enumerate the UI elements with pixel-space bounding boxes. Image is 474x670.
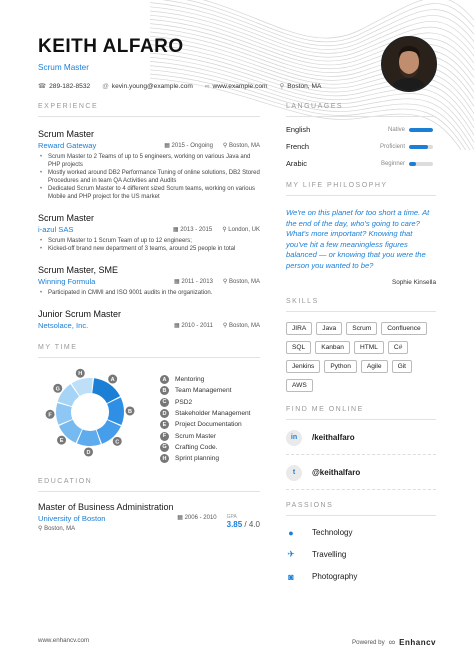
language-row [286, 125, 436, 134]
job-bullets [38, 289, 260, 297]
language-row [286, 159, 436, 168]
gpa-label: GPA [226, 514, 237, 521]
slice-letter: D [86, 449, 91, 456]
passions-section [286, 502, 436, 582]
legend-letter: B [160, 386, 169, 395]
philosophy-section [286, 182, 436, 286]
job-location: London, UK [228, 227, 260, 233]
legend-item [160, 408, 251, 419]
location-icon: ⚲ Boston, MA [222, 143, 260, 149]
calendar-icon: ▦ 2011 - 2013 [173, 279, 213, 285]
divider [286, 515, 436, 516]
contact-item [205, 82, 268, 90]
skill-tag: Confluence [381, 322, 426, 335]
job-meta [173, 226, 260, 233]
section-title-languages: LANGUAGES [286, 103, 344, 110]
slice-letter: A [110, 377, 115, 384]
passion-item [286, 550, 436, 560]
slice-letter: F [48, 412, 52, 419]
language-name: English [286, 125, 311, 134]
language-level: Native [387, 126, 405, 133]
slice-letter: C [115, 439, 120, 446]
my-time-section [38, 344, 260, 464]
job-bullets [38, 237, 260, 253]
legend-item [160, 419, 251, 430]
company-name: i-azul SAS [38, 225, 74, 234]
job-entry-title: Junior Scrum Master [38, 309, 122, 319]
legend-item [160, 430, 251, 441]
contact-text: 289-182-8532 [49, 82, 91, 90]
bullet-item: • Mostly worked around DB2 Performance Tuning of online solutions, DB2 Stored Procedures and in team QA Activities and Audits [48, 169, 260, 185]
legend-letter: G [160, 443, 169, 452]
job-meta [174, 278, 260, 285]
calendar-icon: ▦ 2010 - 2011 [173, 323, 213, 329]
language-name: French [286, 142, 310, 151]
bullet-item: • Scrum Master to 2 Teams of up to 5 engineers, working on various Java and PHP projects [48, 153, 260, 169]
contact-item [102, 82, 193, 90]
location-icon: ⚲ Boston, MA [38, 526, 76, 533]
skill-tag: SQL [286, 341, 311, 354]
language-level: Proficient [379, 143, 405, 150]
time-legend [160, 374, 251, 464]
job-meta [164, 142, 260, 149]
skill-tag: Java [316, 322, 342, 335]
resume-header [38, 36, 368, 72]
section-title-philosophy: MY LIFE PHILOSOPHY [286, 182, 388, 189]
legend-item [160, 453, 251, 464]
philosophy-quote: We're on this planet for too short a time. At the end of the day, who's going to care? What's more important? Knowing that you've hit a few meaningless figures balanced — or knowing that you were the person you wanted to be? [286, 208, 430, 270]
contact-text: Boston, MA [287, 82, 322, 90]
school-name: University of Boston [38, 514, 106, 524]
edu-location: Boston, MA [44, 526, 76, 533]
footer-site-link[interactable]: www.enhancv.com [38, 637, 90, 644]
skill-tag: C# [388, 341, 408, 354]
email-icon: @ [102, 82, 109, 90]
bullet-item: • Scrum Master to 1 Scrum Team of up to 12 engineers; [48, 237, 260, 245]
phone-icon: ☎ [38, 83, 47, 90]
legend-letter: F [160, 432, 169, 441]
slice-letter: G [55, 386, 60, 393]
legend-label: Mentoring [175, 376, 205, 384]
slice-letter: B [127, 408, 132, 415]
language-bar-fill [409, 162, 416, 166]
language-row [286, 142, 436, 151]
skill-tag: AWS [286, 379, 313, 392]
divider [38, 116, 260, 117]
legend-label: Project Documentation [175, 421, 242, 429]
social-link[interactable] [286, 430, 436, 455]
job-entry-title: Scrum Master [38, 129, 95, 139]
section-title-online: FIND ME ONLINE [286, 405, 364, 413]
location-icon: ⚲ [279, 83, 285, 90]
legend-label: Team Management [175, 387, 232, 395]
skill-tag: Jenkins [286, 360, 320, 373]
job-entry [38, 213, 260, 253]
contact-bar [38, 82, 368, 90]
company-name: Reward Gateway [38, 141, 97, 150]
language-name: Arabic [286, 159, 307, 168]
legend-item [160, 397, 251, 408]
education-section [38, 478, 260, 532]
divider [38, 357, 260, 358]
passion-label: Travelling [312, 550, 347, 560]
language-bar [409, 128, 433, 132]
job-bullets [38, 153, 260, 201]
job-dates: 2013 - 2015 [180, 227, 213, 233]
brand-name: Enhancv [399, 637, 436, 647]
time-donut-chart [38, 366, 142, 458]
job-entry [38, 129, 260, 201]
passion-label: Technology [312, 528, 353, 538]
skill-tag: Scrum [346, 322, 377, 335]
legend-letter: A [160, 375, 169, 384]
legend-item [160, 442, 251, 453]
legend-label: Stakeholder Management [175, 410, 251, 418]
divider [286, 116, 436, 117]
job-location: Boston, MA [228, 323, 260, 329]
calendar-icon: ▦ 2015 - Ongoing [164, 143, 213, 149]
avatar [381, 36, 437, 92]
language-bar [409, 145, 433, 149]
passion-item [286, 572, 436, 582]
edu-dates: 2006 - 2010 [184, 515, 217, 522]
location-icon: ⚲ Boston, MA [222, 279, 260, 285]
contact-text: www.example.com [212, 82, 268, 90]
legend-item [160, 374, 251, 385]
job-location: Boston, MA [228, 143, 260, 149]
language-level: Beginner [380, 160, 405, 167]
contact-text: kevin.young@example.com [111, 82, 193, 90]
section-title-my-time: MY TIME [38, 344, 78, 351]
twitter-icon: t [286, 465, 302, 481]
job-entry-title: Scrum Master [38, 213, 95, 223]
legend-letter: D [160, 409, 169, 418]
social-link[interactable] [286, 465, 436, 490]
language-bar-fill [409, 145, 428, 149]
section-title-passions: PASSIONS [286, 501, 334, 509]
divider [286, 419, 436, 420]
skill-tag: Agile [361, 360, 388, 373]
slice-letter: E [59, 438, 64, 445]
job-entry [38, 265, 260, 297]
contact-item [38, 82, 90, 90]
job-entry-title: Scrum Master, SME [38, 265, 119, 275]
location-icon: ⚲ Boston, MA [222, 323, 260, 329]
skill-tag: Kanban [315, 341, 350, 354]
calendar-icon: ▦ 2013 - 2015 [172, 227, 213, 233]
calendar-icon: ▦ 2006 - 2010 [177, 515, 217, 522]
passion-label: Photography [312, 572, 358, 582]
job-dates: 2015 - Ongoing [171, 143, 213, 149]
job-location: Boston, MA [228, 279, 260, 285]
skills-section [286, 298, 436, 392]
job-dates: 2011 - 2013 [181, 279, 213, 285]
person-name: KEITH ALFARO [38, 36, 184, 57]
passion-item [286, 528, 436, 538]
language-bar [409, 162, 433, 166]
legend-label: Crafting Code. [175, 443, 218, 451]
social-handle: /keithalfaro [312, 433, 355, 443]
divider [286, 311, 436, 312]
social-handle: @keithalfaro [312, 468, 361, 478]
skill-tag: Python [324, 360, 357, 373]
job-meta [174, 322, 260, 329]
airplane-icon: ✈ [287, 549, 295, 560]
job-entry [38, 309, 260, 330]
job-dates: 2010 - 2011 [181, 323, 213, 329]
apple-icon: ● [288, 527, 294, 538]
powered-by: Powered by ∞ Enhancv [352, 637, 436, 647]
legend-letter: H [160, 454, 169, 463]
legend-label: Sprint planning [175, 455, 219, 463]
legend-letter: C [160, 398, 169, 407]
section-title-experience: EXPERIENCE [38, 103, 99, 110]
slice-letter: H [78, 371, 83, 378]
gpa-value: 3.85 / 4.0 [226, 520, 260, 530]
company-name: Winning Formula [38, 277, 96, 286]
bullet-item: • Dedicated Scrum Master to 4 different sized Scrum teams, working on various Mobile and PHP project for the US market [48, 185, 260, 201]
divider [286, 195, 436, 196]
skill-tag: HTML [354, 341, 384, 354]
enhancv-logo-icon: ∞ [388, 637, 396, 647]
contact-item [280, 82, 322, 90]
experience-section [38, 103, 260, 330]
degree-title: Master of Business Administration [38, 502, 174, 513]
footer [38, 637, 436, 647]
section-title-education: EDUCATION [38, 478, 93, 486]
legend-item [160, 385, 251, 396]
company-name: Netsolace, Inc. [38, 321, 89, 330]
languages-section [286, 103, 436, 168]
legend-letter: E [160, 420, 169, 429]
divider [38, 491, 260, 492]
linkedin-icon: in [286, 430, 302, 446]
link-icon: ∞ [204, 82, 210, 90]
legend-label: PSD2 [175, 398, 193, 406]
bullet-item: • Participated in CMMI and ISO 9001 audits in the organization. [48, 289, 260, 297]
bullet-item: • Kicked-off brand new department of 3 teams, around 25 people in total [48, 245, 260, 253]
section-title-skills: SKILLS [286, 297, 319, 305]
language-bar-fill [409, 128, 433, 132]
location-icon: ⚲ London, UK [222, 227, 260, 233]
skill-tag: Git [392, 360, 412, 373]
online-section [286, 406, 436, 490]
job-title: Scrum Master [38, 63, 89, 72]
skill-tag: JIRA [286, 322, 312, 335]
camera-icon: ◙ [288, 571, 294, 582]
legend-label: Scrum Master [175, 432, 217, 440]
quote-author: Sophie Kinsella [391, 278, 436, 286]
